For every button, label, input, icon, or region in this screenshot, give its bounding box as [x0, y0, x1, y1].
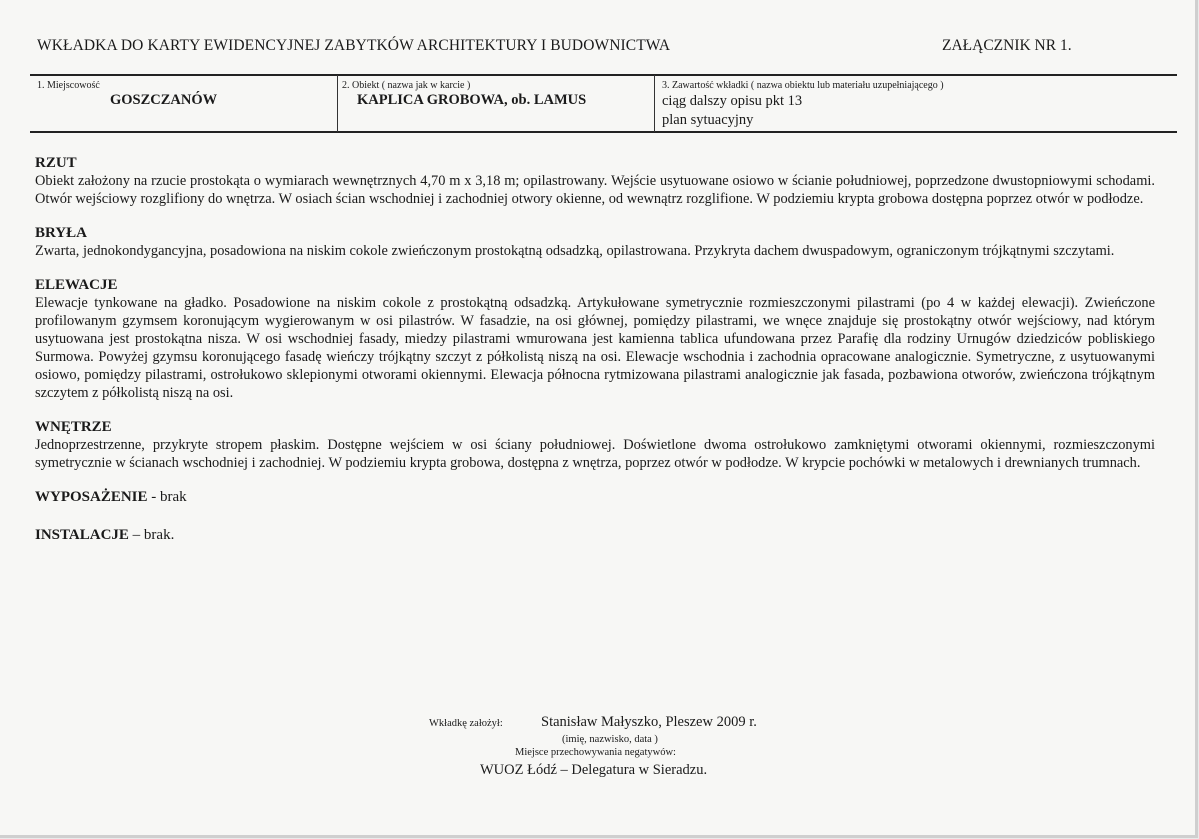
- section-rzut: [35, 154, 1155, 208]
- column-divider-2: [654, 75, 655, 132]
- author-hint: (imię, nazwisko, data ): [562, 734, 658, 745]
- section-heading: INSTALACJE: [35, 527, 129, 543]
- storage-label: Miejsce przechowywania negatywów:: [515, 747, 676, 758]
- section-text: – brak.: [128, 527, 175, 543]
- section-bryla: [35, 224, 1155, 260]
- section-text: - brak: [147, 489, 187, 505]
- author-value: Stanisław Małyszko, Pleszew 2009 r.: [541, 714, 757, 730]
- annex-number: ZAŁĄCZNIK NR 1.: [942, 37, 1072, 54]
- section-heading: ELEWACJE: [35, 277, 118, 293]
- storage-value: WUOZ Łódź – Delegatura w Sieradzu.: [480, 762, 708, 778]
- section-heading: WNĘTRZE: [35, 419, 112, 435]
- section-text: Zwarta, jednokondygancyjna, posadowiona na niskim cokole zwieńczonym prostokątną odsadzką, opilastrowana. Przykryta dachem dwuspadowym, ograniczonym trójkątnymi szczytami.: [35, 243, 1115, 259]
- section-text: Elewacje tynkowane na gładko. Posadowione na niskim cokole z prostokątną odsadzką. Artykułowane symetrycznie rozmieszczonymi pilastrami (po 4 w każdej elewacji). Zwieńczone profilowanym gzymsem koronującym wygierowanym w osi pilastrów. W fasadzie, na osi głównej, pomiędzy pilastrami, we wnęce znajduje się prostokątny otwór wejściowy, nad którym usytuowana jest prostokątna nisza. W osi wschodniej fasady, miedzy pilastrami wmurowana jest kamienna tablica ufundowana przez Parafię dla rodziny Urnugów dziedziców pobliskiego Surmowa. Powyżej gzymsu koronującego fasadę wieńczy trójkątny szczyt z półkolistą niszą na osi. Elewacje wschodnia i zachodnia opracowane analogicznie. Symetryczne, z usytuowanymi osiowo, pomiędzy pilastrami, ostrołukowo sklepionymi otworami okiennymi. Elewacja północna rytmizowana pilastrami analogicznie jak fasada, pozbawiona otworów, zwieńczona trójkątnym szczytem z półkolistą niszą na osi.: [35, 295, 1155, 401]
- section-heading: BRYŁA: [35, 225, 87, 241]
- object-value: KAPLICA GROBOWA, ob. LAMUS: [357, 92, 587, 108]
- section-elewacje: [35, 276, 1155, 402]
- column-divider-1: [337, 75, 338, 132]
- author-label: Wkładkę założył:: [429, 718, 503, 729]
- object-label: 2. Obiekt ( nazwa jak w karcie ): [342, 80, 471, 91]
- section-wyposazenie: [35, 488, 1155, 506]
- table-bottom-rule: [30, 131, 1177, 133]
- contents-line-1: ciąg dalszy opisu pkt 13: [662, 93, 803, 109]
- section-heading: WYPOSAŻENIE: [35, 489, 148, 505]
- section-heading: RZUT: [35, 155, 77, 171]
- document-title: WKŁADKA DO KARTY EWIDENCYJNEJ ZABYTKÓW ARCHITEKTURY I BUDOWNICTWA: [37, 37, 671, 54]
- table-top-rule: [30, 74, 1177, 76]
- locality-label: 1. Miejscowość: [37, 80, 100, 91]
- contents-line-2: plan sytuacyjny: [662, 112, 754, 128]
- section-text: Jednoprzestrzenne, przykryte stropem płaskim. Dostępne wejściem w osi ściany południowej. Doświetlone dwoma ostrołukowo zamkniętymi otworami okiennymi, rozmieszczonymi symetrycznie w ścianach wschodniej i zachodniej. W podziemiu krypta grobowa, dostępna z wnętrza, poprzez otwór w podłodze. W krypcie pochówki w metalowych i drewnianych trumnach.: [35, 437, 1155, 471]
- section-instalacje: [35, 526, 1155, 544]
- description-body: [35, 154, 1155, 564]
- section-wnetrze: [35, 418, 1155, 472]
- section-text: Obiekt założony na rzucie prostokąta o wymiarach wewnętrznych 4,70 m x 3,18 m; opilastrowany. Wejście usytuowane osiowo w ścianie południowej, poprzedzone dwustopniowymi schodami. Otwór wejściowy rozglifiony do wnętrza. W osiach ścian wschodniej i zachodniej otwory okienne, od wewnątrz rozglifione. W podziemiu krypta grobowa dostępna poprzez otwór w podłodze.: [35, 173, 1155, 207]
- locality-value: GOSZCZANÓW: [110, 92, 218, 108]
- contents-label: 3. Zawartość wkładki ( nazwa obiektu lub materiału uzupełniającego ): [662, 80, 944, 91]
